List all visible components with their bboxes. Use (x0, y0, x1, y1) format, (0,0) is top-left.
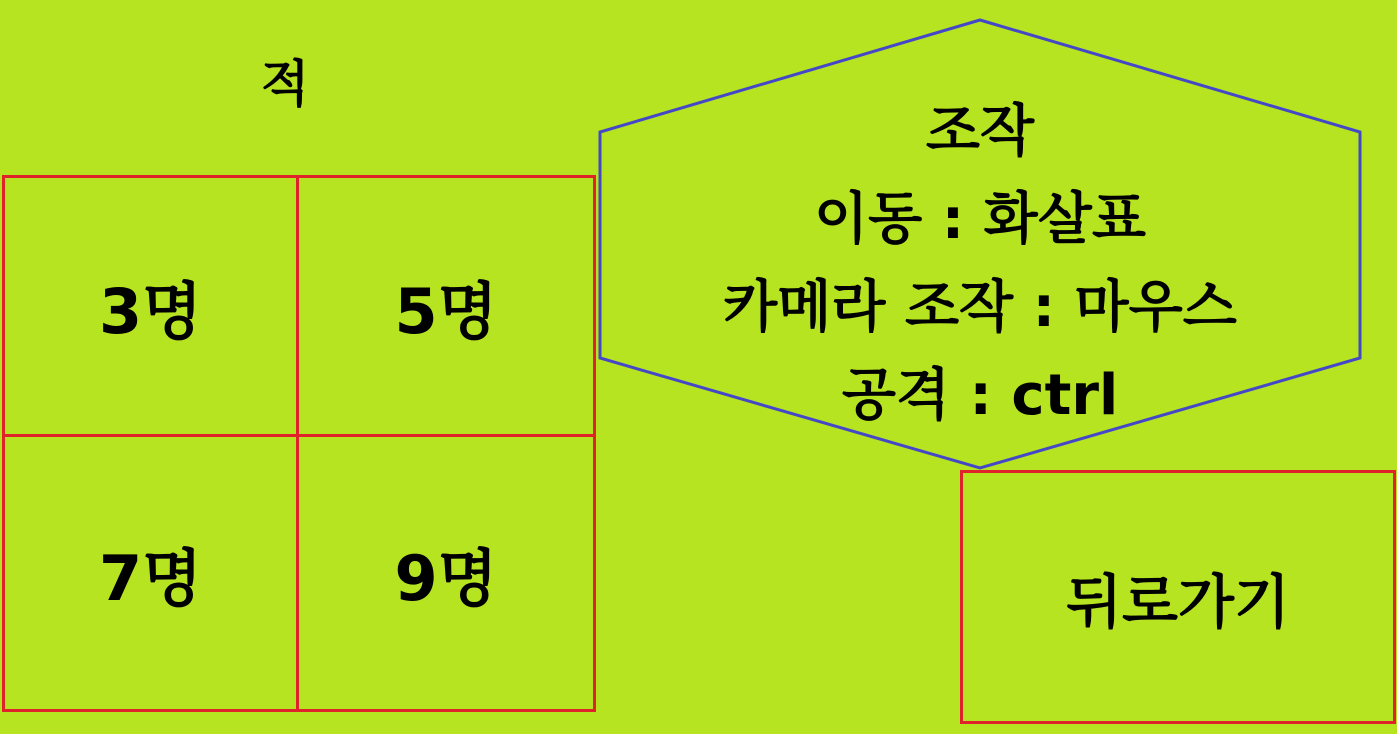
enemy-count-5-button[interactable]: 5명 (296, 175, 596, 437)
back-button[interactable]: 뒤로가기 (960, 470, 1396, 724)
controls-heading: 조작 (925, 99, 1035, 164)
enemy-count-3-button[interactable]: 3명 (2, 175, 299, 437)
controls-move: 이동 : 화살표 (814, 187, 1146, 252)
controls-camera: 카메라 조작 : 마우스 (723, 275, 1237, 340)
enemy-count-7-button[interactable]: 7명 (2, 434, 299, 712)
enemy-count-grid (0, 175, 598, 712)
controls-text (596, 88, 1364, 440)
enemy-title: 적 (260, 55, 310, 113)
controls-panel (596, 16, 1364, 472)
enemy-count-9-button[interactable]: 9명 (296, 434, 596, 712)
controls-attack: 공격 : ctrl (841, 363, 1119, 428)
